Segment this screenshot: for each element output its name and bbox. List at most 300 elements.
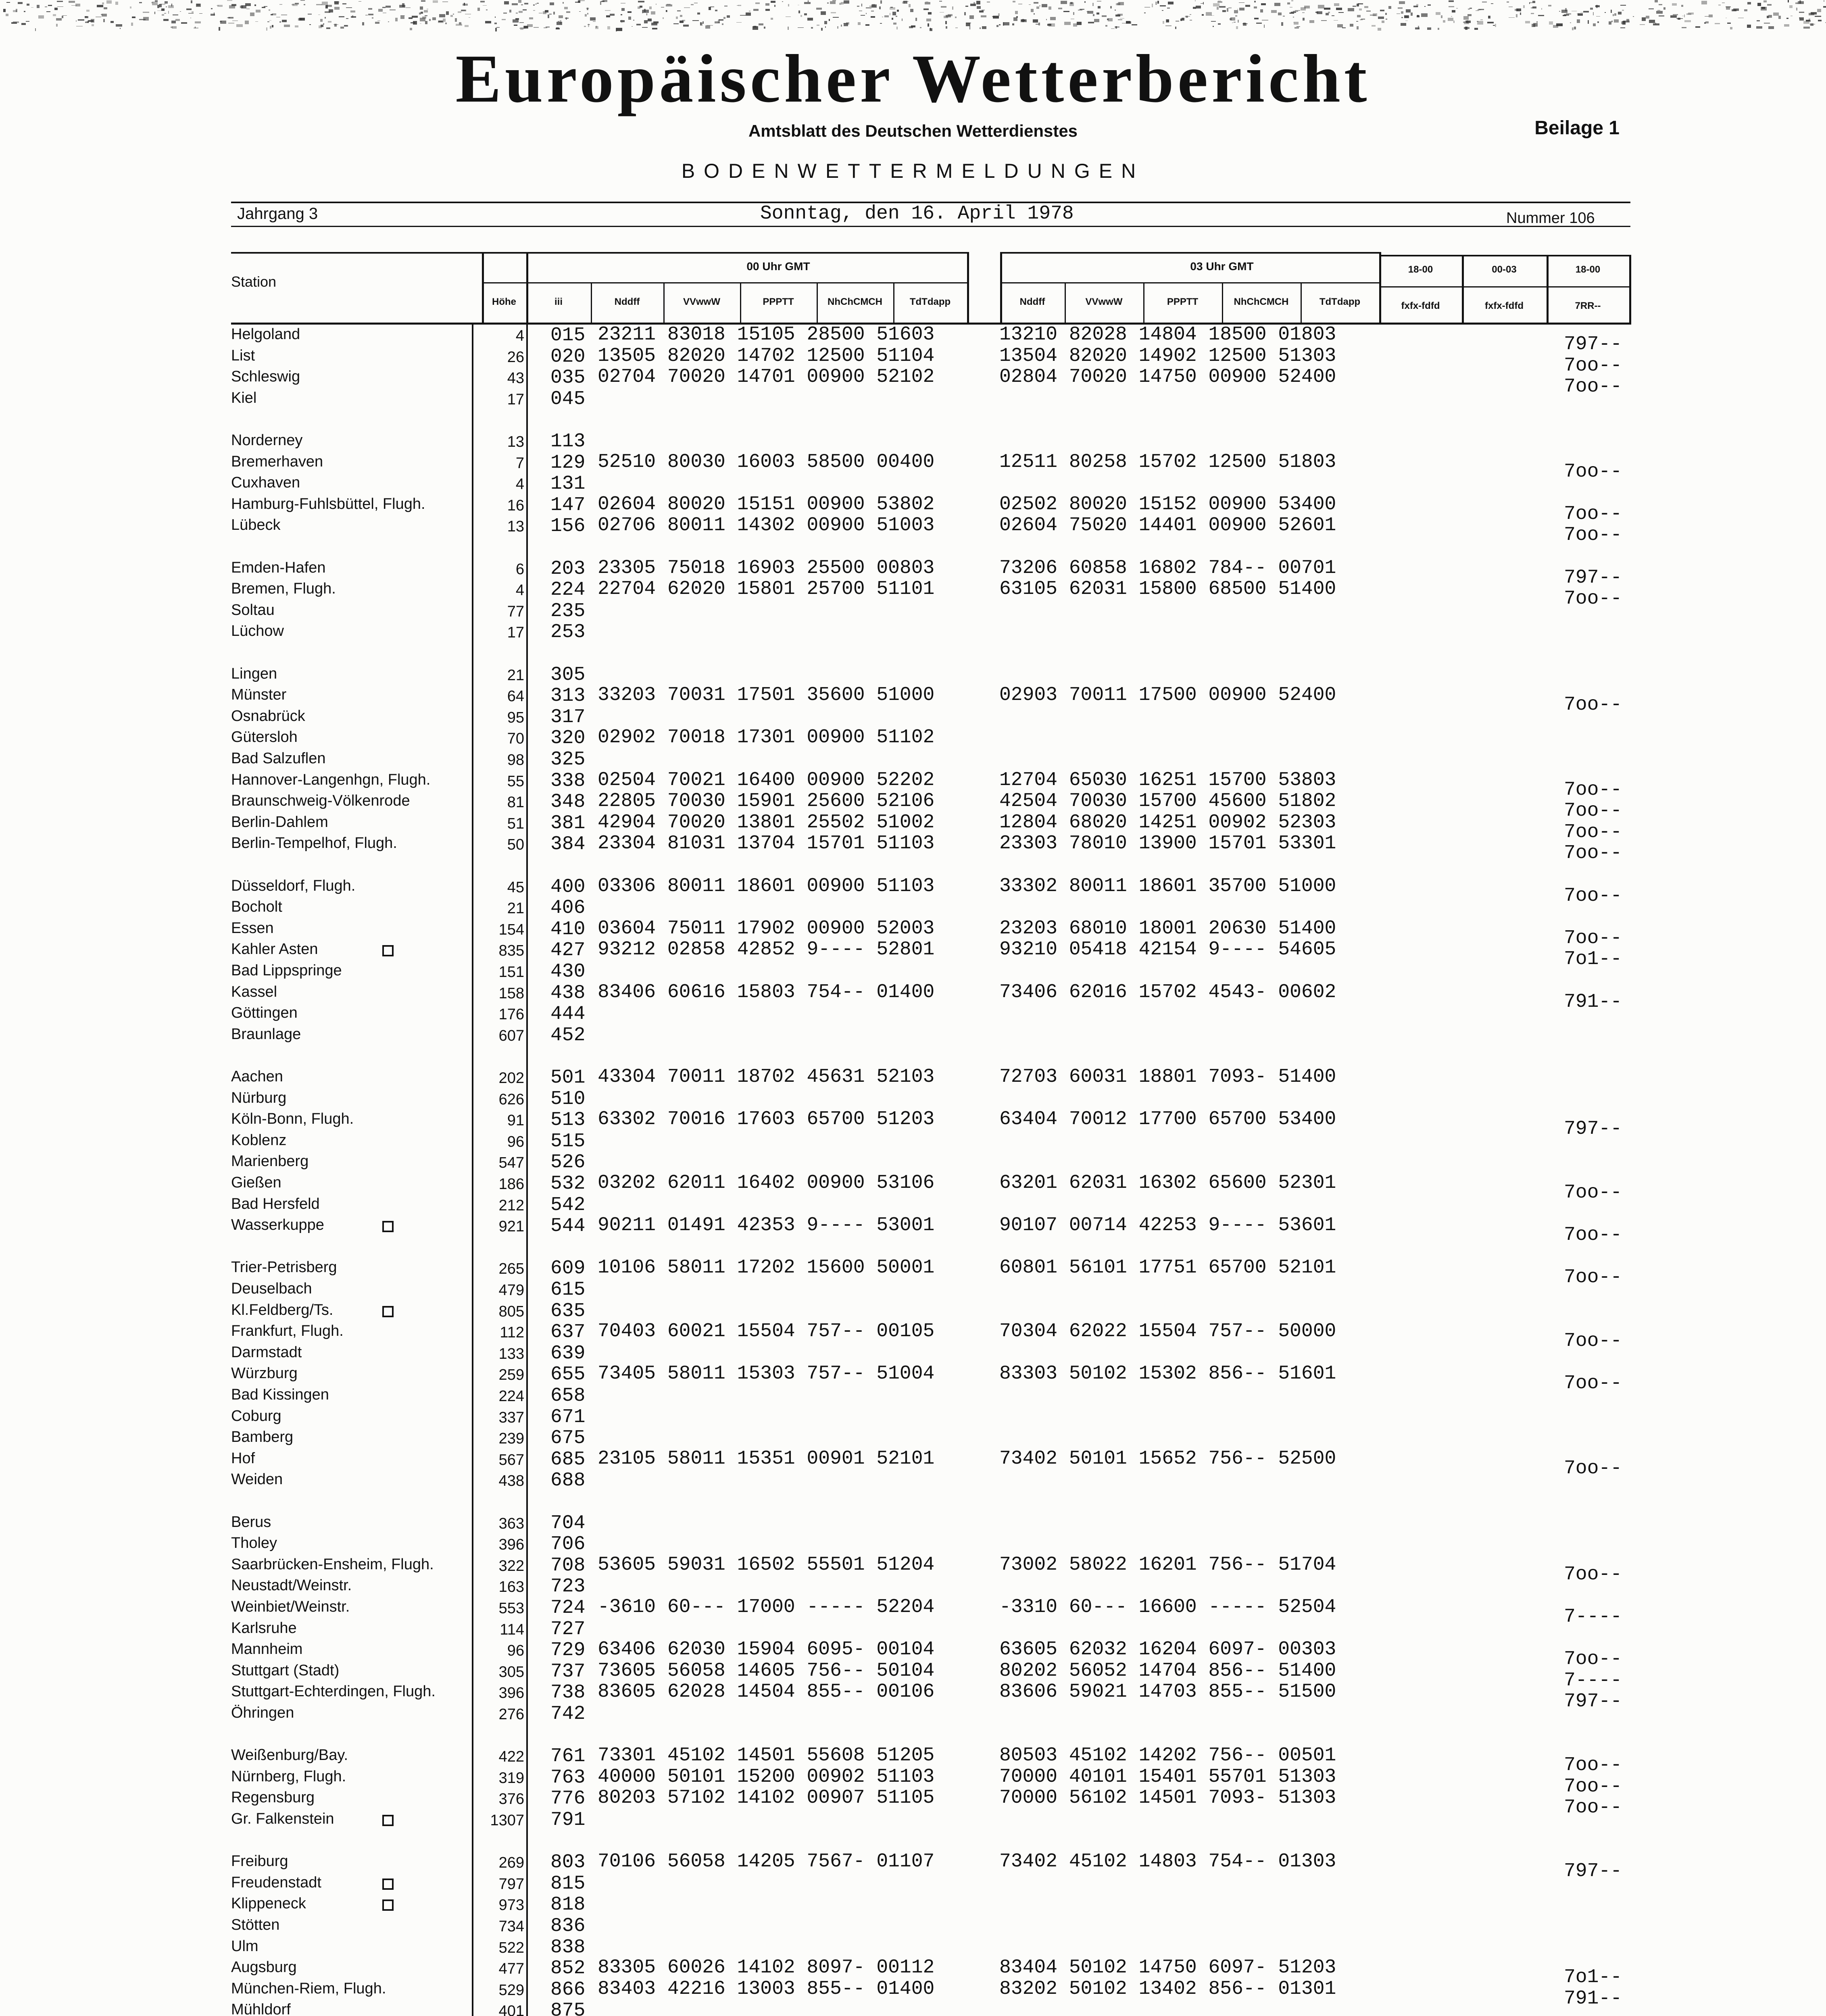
station-altitude: 734: [498, 1918, 524, 1935]
obs-00-groups: 52510 80030 16003 58500 00400: [598, 451, 935, 473]
station-column-header: Station: [231, 273, 277, 290]
precip-value: 7oo--: [1564, 927, 1622, 949]
station-block-number: 658: [550, 1385, 586, 1407]
precip-value: 7o1--: [1564, 1966, 1622, 1989]
station-altitude: 337: [498, 1409, 524, 1426]
station-name: Trier-Petrisberg: [231, 1259, 337, 1276]
vvwww-header: VVwwW: [683, 296, 720, 307]
station-altitude: 322: [498, 1557, 524, 1574]
station-altitude: 363: [498, 1515, 524, 1532]
station-name: Hamburg-Fuhlsbüttel, Flugh.: [231, 495, 425, 512]
mountain-station-marker: [382, 1221, 394, 1232]
obs-03-groups: 72703 60031 18801 7093- 51400: [999, 1066, 1336, 1088]
station-name: Göttingen: [231, 1004, 298, 1022]
precip-value: 7oo--: [1564, 1754, 1622, 1776]
station-block-number: 852: [550, 1958, 586, 1980]
obs-03-groups: 63201 62031 16302 65600 52301: [999, 1172, 1336, 1194]
obs-00-groups: 93212 02858 42852 9---- 52801: [598, 939, 935, 961]
obs-00-groups: 03306 80011 18601 00900 51103: [598, 875, 935, 897]
issue-date: Sonntag, den 16. April 1978: [760, 203, 1074, 225]
precip-value: 797--: [1564, 1691, 1622, 1713]
precip-value: 797--: [1564, 566, 1622, 589]
obs-03-groups: 63105 62031 15800 68500 51400: [999, 578, 1336, 600]
obs-03-groups: 13504 82020 14902 12500 51303: [999, 345, 1336, 367]
station-name: Norderney: [231, 432, 303, 449]
altitude-column-header: Höhe: [492, 296, 516, 307]
station-name: Neustadt/Weinstr.: [231, 1577, 352, 1594]
precip-value: 797--: [1564, 1118, 1622, 1140]
obs-00-groups: 73605 56058 14605 756-- 50104: [598, 1660, 935, 1682]
precip-value: 7oo--: [1564, 1797, 1622, 1819]
precip-value: 7----: [1564, 1606, 1622, 1628]
obs-03-groups: 83404 50102 14750 6097- 51203: [999, 1957, 1336, 1979]
station-altitude: 202: [498, 1070, 524, 1087]
station-altitude: 212: [498, 1197, 524, 1214]
precip-value: 791--: [1564, 1987, 1622, 2010]
precip-value: 7o1--: [1564, 948, 1622, 971]
volume-label: Jahrgang 3: [237, 205, 318, 223]
document-title: Europäischer Wetterbericht: [455, 41, 1371, 117]
obs-03-groups: 23303 78010 13900 15701 53301: [999, 833, 1336, 855]
obs-00-groups: 22704 62020 15801 25700 51101: [598, 578, 935, 600]
station-block-number: 035: [550, 367, 586, 389]
station-block-number: 708: [550, 1554, 586, 1577]
station-name: Regensburg: [231, 1789, 315, 1806]
supplement-label: Beilage 1: [1534, 117, 1620, 139]
station-altitude: 477: [498, 1960, 524, 1978]
station-block-number: 615: [550, 1279, 586, 1301]
station-block-number: 338: [550, 770, 586, 792]
station-name: Bad Salzuflen: [231, 750, 326, 767]
station-name: Hannover-Langenhgn, Flugh.: [231, 771, 431, 788]
obs-03-groups: 73402 50101 15652 756-- 52500: [999, 1447, 1336, 1470]
station-block-number: 015: [550, 325, 586, 346]
obs-03-groups: 02903 70011 17500 00900 52400: [999, 684, 1336, 706]
station-name: Helgoland: [231, 326, 300, 343]
station-altitude: 607: [498, 1027, 524, 1044]
nddff-03-header: Nddff: [1019, 296, 1045, 307]
station-name: Öhringen: [231, 1704, 294, 1721]
station-block-number: 045: [550, 388, 586, 410]
station-altitude: 96: [507, 1133, 524, 1150]
station-name: München-Riem, Flugh.: [231, 1980, 386, 1997]
station-block-number: 400: [550, 876, 586, 898]
station-block-number: 737: [550, 1660, 586, 1683]
station-altitude: 16: [507, 497, 524, 514]
obs-03-groups: 80503 45102 14202 756-- 00501: [999, 1745, 1336, 1767]
station-name: Weißenburg/Bay.: [231, 1747, 348, 1764]
station-name: Kassel: [231, 983, 277, 1000]
station-name: Freiburg: [231, 1853, 288, 1870]
station-altitude: 265: [498, 1260, 524, 1278]
obs-00-groups: 03202 62011 16402 00900 53106: [598, 1172, 935, 1194]
station-altitude: 438: [498, 1472, 524, 1490]
issue-number: Nummer 106: [1506, 210, 1595, 227]
station-altitude: 529: [498, 1981, 524, 1999]
station-altitude: 64: [507, 688, 524, 705]
station-block-number: 501: [550, 1067, 586, 1089]
station-block-number: 510: [550, 1088, 586, 1110]
gust-2-period: 00-03: [1492, 264, 1517, 275]
station-block-number: 452: [550, 1024, 586, 1046]
station-name: Bocholt: [231, 898, 282, 916]
obs-00-groups: 22805 70030 15901 25600 52106: [598, 790, 935, 812]
station-altitude: 7: [515, 454, 524, 472]
station-name: Bremerhaven: [231, 453, 323, 470]
station-name: Bad Hersfeld: [231, 1195, 320, 1212]
mountain-station-marker: [382, 1879, 394, 1890]
obs-00-groups: 90211 01491 42353 9---- 53001: [598, 1214, 935, 1237]
obs-00-groups: 02706 80011 14302 00900 51003: [598, 514, 935, 537]
station-block-number: 688: [550, 1470, 586, 1492]
obs-00-groups: 80203 57102 14102 00907 51105: [598, 1787, 935, 1809]
station-altitude: 376: [498, 1791, 524, 1808]
station-block-number: 147: [550, 494, 586, 516]
station-block-number: 532: [550, 1173, 586, 1195]
precip-value: 7oo--: [1564, 588, 1622, 610]
station-block-number: 875: [550, 2000, 586, 2016]
station-name: Bamberg: [231, 1429, 294, 1446]
obs-00-groups: 43304 70011 18702 45631 52103: [598, 1066, 935, 1088]
obs-03-groups: 83202 50102 13402 856-- 01301: [999, 1978, 1336, 2000]
station-name: Tholey: [231, 1535, 277, 1552]
station-altitude: 51: [507, 815, 524, 832]
station-altitude: 176: [498, 1006, 524, 1023]
station-block-number: 430: [550, 961, 586, 983]
station-name: Ulm: [231, 1937, 258, 1955]
station-altitude: 401: [498, 2003, 524, 2016]
precip-value: 791--: [1564, 991, 1622, 1013]
time-00-header: 00 Uhr GMT: [746, 260, 810, 273]
station-block-number: 113: [550, 431, 586, 452]
station-name: Klippeneck: [231, 1895, 306, 1912]
station-block-number: 513: [550, 1109, 586, 1131]
station-altitude: 81: [507, 794, 524, 811]
obs-00-groups: 83305 60026 14102 8097- 00112: [598, 1957, 935, 1979]
station-altitude: 553: [498, 1600, 524, 1617]
obs-03-groups: 73002 58022 16201 756-- 51704: [999, 1554, 1336, 1576]
obs-00-groups: 02704 70020 14701 00900 52102: [598, 366, 935, 388]
obs-00-groups: 63302 70016 17603 65700 51203: [598, 1108, 935, 1131]
obs-03-groups: 70000 40101 15401 55701 51303: [999, 1766, 1336, 1788]
station-altitude: 547: [498, 1154, 524, 1172]
precip-value: 797--: [1564, 1860, 1622, 1883]
station-block-number: 156: [550, 515, 586, 537]
precip-value: 7oo--: [1564, 821, 1622, 843]
station-name: Bremen, Flugh.: [231, 580, 336, 598]
mountain-station-marker: [382, 945, 394, 956]
station-name: Bad Kissingen: [231, 1386, 329, 1403]
station-block-number: 203: [550, 558, 586, 580]
obs-03-groups: 42504 70030 15700 45600 51802: [999, 790, 1336, 812]
temp-03-header: TdTdapp: [1319, 296, 1361, 307]
station-block-number: 704: [550, 1512, 586, 1534]
station-block-number: 384: [550, 833, 586, 856]
clouds-03-header: NhChCMCH: [1234, 296, 1289, 307]
obs-03-groups: 12511 80258 15702 12500 51803: [999, 451, 1336, 473]
station-altitude: 96: [507, 1642, 524, 1660]
station-altitude: 224: [498, 1388, 524, 1405]
precip-value: 7oo--: [1564, 1457, 1622, 1479]
obs-00-groups: 70106 56058 14205 7567- 01107: [598, 1851, 935, 1873]
station-name: Soltau: [231, 601, 275, 619]
station-block-number: 838: [550, 1936, 586, 1958]
station-name: Hof: [231, 1450, 255, 1467]
nddff-header: Nddff: [614, 296, 640, 307]
station-altitude: 805: [498, 1303, 524, 1320]
station-name: Köln-Bonn, Flugh.: [231, 1110, 354, 1128]
obs-00-groups: 70403 60021 15504 757-- 00105: [598, 1320, 935, 1343]
station-block-number: 818: [550, 1894, 586, 1916]
station-block-number: 544: [550, 1215, 586, 1237]
station-name: Berlin-Tempelhof, Flugh.: [231, 835, 397, 852]
obs-00-groups: 63406 62030 15904 6095- 00104: [598, 1639, 935, 1661]
station-name: Kiel: [231, 389, 257, 406]
station-name: Stuttgart-Echterdingen, Flugh.: [231, 1683, 436, 1700]
station-altitude: 55: [507, 773, 524, 790]
precip-value: 7oo--: [1564, 503, 1622, 525]
station-block-number: 723: [550, 1576, 586, 1598]
obs-03-groups: 13210 82028 14804 18500 01803: [999, 324, 1336, 346]
station-altitude: 4: [515, 582, 524, 599]
station-block-number: 637: [550, 1321, 586, 1343]
station-block-number: 776: [550, 1788, 586, 1810]
station-altitude: 21: [507, 666, 524, 684]
obs-03-groups: 63605 62032 16204 6097- 00303: [999, 1639, 1336, 1661]
precip-value: 7oo--: [1564, 460, 1622, 483]
station-name: Kahler Asten: [231, 941, 318, 958]
station-altitude: 259: [498, 1366, 524, 1384]
station-block-number: 685: [550, 1448, 586, 1470]
station-block-number: 253: [550, 621, 586, 644]
station-altitude: 17: [507, 624, 524, 641]
station-block-number: 803: [550, 1851, 586, 1874]
obs-00-groups: 83403 42216 13003 855-- 01400: [598, 1978, 935, 2000]
obs-00-groups: 02604 80020 15151 00900 53802: [598, 493, 935, 515]
precip-period: 18-00: [1575, 264, 1601, 275]
station-block-number: 224: [550, 579, 586, 601]
station-altitude: 973: [498, 1897, 524, 1914]
station-block-number: 727: [550, 1618, 586, 1640]
obs-03-groups: 70000 56102 14501 7093- 51303: [999, 1787, 1336, 1809]
station-altitude: 43: [507, 370, 524, 387]
station-block-number: 724: [550, 1597, 586, 1619]
station-name: Münster: [231, 686, 287, 704]
obs-03-groups: 73406 62016 15702 4543- 00602: [999, 981, 1336, 1003]
time-03-header: 03 Uhr GMT: [1190, 260, 1254, 273]
precip-value: 7oo--: [1564, 779, 1622, 801]
precip-value: 7oo--: [1564, 800, 1622, 822]
pppttt-03-header: PPPTT: [1167, 296, 1199, 307]
station-name: Coburg: [231, 1407, 281, 1425]
station-block-number: 526: [550, 1152, 586, 1174]
station-block-number: 815: [550, 1872, 586, 1895]
station-altitude: 4: [515, 327, 524, 344]
mountain-station-marker: [382, 1899, 394, 1911]
station-name: Lübeck: [231, 516, 281, 534]
precip-value: 7oo--: [1564, 1372, 1622, 1395]
station-block-number: 655: [550, 1364, 586, 1386]
station-name: Marienberg: [231, 1153, 309, 1170]
station-block-number: 761: [550, 1745, 586, 1768]
station-block-number: 348: [550, 791, 586, 813]
station-block-number: 020: [550, 346, 586, 368]
station-name: Mannheim: [231, 1641, 303, 1658]
station-altitude: 158: [498, 985, 524, 1002]
section-title: BODENWETTERMELDUNGEN: [681, 160, 1145, 182]
obs-03-groups: -3310 60--- 16600 ----- 52504: [999, 1596, 1336, 1618]
station-altitude: 269: [498, 1854, 524, 1872]
obs-00-groups: 13505 82020 14702 12500 51104: [598, 345, 935, 367]
station-altitude: 4: [515, 476, 524, 493]
station-altitude: 276: [498, 1706, 524, 1723]
station-name: Augsburg: [231, 1959, 297, 1976]
precip-value: 7oo--: [1564, 1224, 1622, 1246]
station-name: Cuxhaven: [231, 474, 300, 492]
obs-03-groups: 02804 70020 14750 00900 52400: [999, 366, 1336, 388]
station-altitude: 186: [498, 1176, 524, 1193]
station-altitude: 21: [507, 900, 524, 917]
station-block-number: 444: [550, 1003, 586, 1025]
station-altitude: 422: [498, 1748, 524, 1766]
obs-00-groups: 10106 58011 17202 15600 50001: [598, 1257, 935, 1279]
station-name: Koblenz: [231, 1131, 287, 1149]
station-name: Gießen: [231, 1174, 281, 1191]
mountain-station-marker: [382, 1815, 394, 1826]
obs-03-groups: 33302 80011 18601 35700 51000: [999, 875, 1336, 897]
station-altitude: 13: [507, 518, 524, 535]
obs-00-groups: 23105 58011 15351 00901 52101: [598, 1447, 935, 1470]
precip-value: 7oo--: [1564, 376, 1622, 398]
station-altitude: 626: [498, 1091, 524, 1108]
station-block-number: 609: [550, 1258, 586, 1280]
station-altitude: 13: [507, 433, 524, 450]
station-name: Essen: [231, 919, 274, 937]
obs-03-groups: 60801 56101 17751 65700 52101: [999, 1257, 1336, 1279]
station-name: Düsseldorf, Flugh.: [231, 877, 356, 894]
gust-1-label: fxfx-fdfd: [1401, 300, 1440, 311]
station-block-number: 635: [550, 1300, 586, 1322]
gust-2-label: fxfx-fdfd: [1485, 300, 1524, 311]
station-name: Würzburg: [231, 1365, 298, 1382]
obs-00-groups: 73405 58011 15303 757-- 51004: [598, 1363, 935, 1385]
precip-value: 7oo--: [1564, 1266, 1622, 1289]
station-altitude: 133: [498, 1345, 524, 1362]
station-altitude: 479: [498, 1282, 524, 1299]
station-name: Karlsruhe: [231, 1619, 297, 1637]
station-altitude: 112: [500, 1324, 524, 1341]
obs-00-groups: -3610 60--- 17000 ----- 52204: [598, 1596, 935, 1618]
precip-value: 7oo--: [1564, 524, 1622, 546]
station-block-number: 675: [550, 1427, 586, 1450]
station-altitude: 98: [507, 752, 524, 768]
obs-00-groups: 02504 70021 16400 00900 52202: [598, 769, 935, 791]
station-name: Braunlage: [231, 1025, 301, 1043]
station-altitude: 163: [498, 1579, 524, 1596]
precip-label: 7RR--: [1575, 300, 1601, 311]
obs-03-groups: 83606 59021 14703 855-- 51500: [999, 1681, 1336, 1703]
station-name: Freudenstadt: [231, 1874, 321, 1891]
obs-00-groups: 53605 59031 16502 55501 51204: [598, 1554, 935, 1576]
vvwww-03-header: VVwwW: [1085, 296, 1123, 307]
station-block-number: 639: [550, 1342, 586, 1364]
station-block-number: 427: [550, 939, 586, 962]
obs-03-groups: 02502 80020 15152 00900 53400: [999, 493, 1336, 515]
station-altitude: 835: [498, 942, 524, 960]
station-name: Emden-Hafen: [231, 559, 326, 576]
station-block-number: 671: [550, 1406, 586, 1428]
obs-03-groups: 23203 68010 18001 20630 51400: [999, 917, 1336, 939]
station-name: Weiden: [231, 1471, 283, 1488]
station-altitude: 45: [507, 879, 524, 896]
obs-00-groups: 83605 62028 14504 855-- 00106: [598, 1681, 935, 1703]
station-altitude: 114: [500, 1621, 524, 1638]
station-name: Weinbiet/Weinstr.: [231, 1598, 350, 1615]
station-altitude: 154: [498, 921, 524, 938]
pppttt-header: PPPTT: [763, 296, 794, 307]
station-block-number: 542: [550, 1194, 586, 1216]
station-name: Kl.Feldberg/Ts.: [231, 1301, 334, 1318]
station-name: List: [231, 347, 255, 364]
obs-00-groups: 73301 45102 14501 55608 51205: [598, 1745, 935, 1767]
station-block-number: 305: [550, 664, 586, 686]
station-altitude: 6: [515, 560, 524, 578]
station-block-number: 381: [550, 812, 586, 834]
station-altitude: 305: [498, 1663, 524, 1681]
station-name: Braunschweig-Völkenrode: [231, 792, 410, 810]
station-altitude: 95: [507, 709, 524, 726]
station-altitude: 1307: [490, 1812, 524, 1829]
station-altitude: 797: [498, 1875, 524, 1893]
precip-value: 7oo--: [1564, 885, 1622, 907]
block-column-header: iii: [554, 296, 563, 307]
precip-value: 7oo--: [1564, 694, 1622, 716]
obs-03-groups: 93210 05418 42154 9---- 54605: [999, 939, 1336, 961]
obs-00-groups: 40000 50101 15200 00902 51103: [598, 1766, 935, 1788]
station-block-number: 129: [550, 452, 586, 474]
station-block-number: 738: [550, 1682, 586, 1704]
station-block-number: 325: [550, 749, 586, 771]
obs-03-groups: 12704 65030 16251 15700 53803: [999, 769, 1336, 791]
station-name: Gütersloh: [231, 729, 298, 746]
station-name: Darmstadt: [231, 1343, 302, 1361]
station-name: Berus: [231, 1513, 271, 1531]
station-block-number: 515: [550, 1130, 586, 1152]
precip-value: 7oo--: [1564, 1775, 1622, 1797]
station-name: Aachen: [231, 1068, 283, 1085]
obs-03-groups: 83303 50102 15302 856-- 51601: [999, 1363, 1336, 1385]
precip-value: 797--: [1564, 333, 1622, 355]
station-name: Nürnberg, Flugh.: [231, 1768, 346, 1785]
obs-00-groups: 23304 81031 13704 15701 51103: [598, 833, 935, 855]
precip-value: 7oo--: [1564, 1182, 1622, 1204]
station-altitude: 239: [498, 1430, 524, 1447]
station-altitude: 396: [498, 1536, 524, 1554]
station-name: Wasserkuppe: [231, 1216, 324, 1234]
station-name: Lingen: [231, 665, 277, 682]
station-name: Saarbrücken-Ensheim, Flugh.: [231, 1556, 434, 1573]
station-block-number: 438: [550, 982, 586, 1004]
obs-03-groups: 12804 68020 14251 00902 52303: [999, 811, 1336, 833]
station-name: Deuselbach: [231, 1280, 312, 1297]
obs-03-groups: 70304 62022 15504 757-- 50000: [999, 1320, 1336, 1343]
precip-value: 7oo--: [1564, 1330, 1622, 1352]
obs-00-groups: 33203 70031 17501 35600 51000: [598, 684, 935, 706]
station-altitude: 319: [498, 1769, 524, 1787]
document-subtitle: Amtsblatt des Deutschen Wetterdienstes: [748, 121, 1078, 140]
obs-03-groups: 63404 70012 17700 65700 53400: [999, 1108, 1336, 1131]
precip-value: 7oo--: [1564, 1648, 1622, 1670]
